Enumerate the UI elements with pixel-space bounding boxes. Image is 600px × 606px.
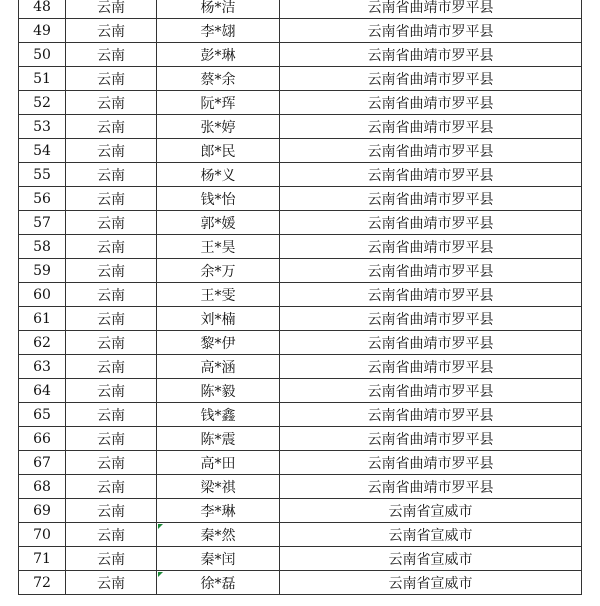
- cell-number: 57: [19, 211, 66, 235]
- table-row: [19, 475, 582, 499]
- table-row: [19, 259, 582, 283]
- cell-number: 62: [19, 331, 66, 355]
- table-body: [19, 0, 582, 595]
- cell-number: 69: [19, 499, 66, 523]
- cell-address: 云南省曲靖市罗平县: [280, 451, 582, 475]
- cell-name: 秦*然: [157, 523, 280, 547]
- cell-province: 云南: [66, 211, 157, 235]
- cell-name: 彭*琳: [157, 43, 280, 67]
- cell-name: 黎*伊: [157, 331, 280, 355]
- cell-name: 杨*洁: [157, 0, 280, 19]
- cell-province: 云南: [66, 67, 157, 91]
- cell-name: 高*田: [157, 451, 280, 475]
- cell-address: 云南省宣威市: [280, 571, 582, 595]
- table-row: [19, 331, 582, 355]
- cell-number: 59: [19, 259, 66, 283]
- cell-address: 云南省曲靖市罗平县: [280, 43, 582, 67]
- table-row: [19, 499, 582, 523]
- cell-province: 云南: [66, 235, 157, 259]
- cell-address: 云南省曲靖市罗平县: [280, 19, 582, 43]
- cell-name: 余*万: [157, 259, 280, 283]
- cell-address: 云南省曲靖市罗平县: [280, 475, 582, 499]
- table-row: [19, 163, 582, 187]
- table-row: [19, 547, 582, 571]
- cell-name: 陈*毅: [157, 379, 280, 403]
- cell-number: 61: [19, 307, 66, 331]
- cell-name: 徐*磊: [157, 571, 280, 595]
- cell-number: 67: [19, 451, 66, 475]
- table-row: [19, 427, 582, 451]
- cell-address: 云南省宣威市: [280, 499, 582, 523]
- cell-address: 云南省宣威市: [280, 523, 582, 547]
- cell-province: 云南: [66, 523, 157, 547]
- cell-number: 51: [19, 67, 66, 91]
- table-row: [19, 139, 582, 163]
- cell-name: 王*雯: [157, 283, 280, 307]
- registration-table: [18, 0, 582, 595]
- cell-number: 53: [19, 115, 66, 139]
- cell-address: 云南省曲靖市罗平县: [280, 355, 582, 379]
- cell-name: 高*涵: [157, 355, 280, 379]
- cell-name: 阮*珲: [157, 91, 280, 115]
- cell-number: 50: [19, 43, 66, 67]
- table-row: [19, 235, 582, 259]
- cell-number: 70: [19, 523, 66, 547]
- cell-name: 郎*民: [157, 139, 280, 163]
- cell-province: 云南: [66, 307, 157, 331]
- cell-address: 云南省曲靖市罗平县: [280, 403, 582, 427]
- cell-address: 云南省曲靖市罗平县: [280, 379, 582, 403]
- cell-province: 云南: [66, 259, 157, 283]
- cell-address: 云南省曲靖市罗平县: [280, 67, 582, 91]
- table-row: [19, 91, 582, 115]
- cell-province: 云南: [66, 115, 157, 139]
- cell-address: 云南省曲靖市罗平县: [280, 307, 582, 331]
- table-row: [19, 355, 582, 379]
- table-row: [19, 19, 582, 43]
- cell-address: 云南省曲靖市罗平县: [280, 187, 582, 211]
- cell-number: 60: [19, 283, 66, 307]
- cell-number: 52: [19, 91, 66, 115]
- cell-number: 64: [19, 379, 66, 403]
- table-row: [19, 43, 582, 67]
- cell-name: 李*翃: [157, 19, 280, 43]
- cell-province: 云南: [66, 427, 157, 451]
- cell-province: 云南: [66, 475, 157, 499]
- cell-address: 云南省曲靖市罗平县: [280, 0, 582, 19]
- cell-province: 云南: [66, 403, 157, 427]
- cell-name: 李*琳: [157, 499, 280, 523]
- table-row: [19, 211, 582, 235]
- cell-address: 云南省曲靖市罗平县: [280, 163, 582, 187]
- cell-name: 杨*义: [157, 163, 280, 187]
- cell-province: 云南: [66, 19, 157, 43]
- cell-number: 54: [19, 139, 66, 163]
- table-row: [19, 283, 582, 307]
- cell-province: 云南: [66, 355, 157, 379]
- cell-address: 云南省曲靖市罗平县: [280, 211, 582, 235]
- cell-comment-indicator: [158, 572, 163, 577]
- cell-province: 云南: [66, 91, 157, 115]
- cell-number: 58: [19, 235, 66, 259]
- cell-province: 云南: [66, 187, 157, 211]
- cell-province: 云南: [66, 571, 157, 595]
- cell-province: 云南: [66, 499, 157, 523]
- cell-province: 云南: [66, 283, 157, 307]
- table-row: [19, 451, 582, 475]
- cell-number: 72: [19, 571, 66, 595]
- cell-comment-indicator: [158, 524, 163, 529]
- cell-province: 云南: [66, 379, 157, 403]
- table-row: [19, 307, 582, 331]
- cell-number: 49: [19, 19, 66, 43]
- table-row: [19, 523, 582, 547]
- cell-name: 钱*鑫: [157, 403, 280, 427]
- cell-province: 云南: [66, 0, 157, 19]
- cell-province: 云南: [66, 43, 157, 67]
- cell-province: 云南: [66, 163, 157, 187]
- cell-address: 云南省曲靖市罗平县: [280, 91, 582, 115]
- cell-number: 48: [19, 0, 66, 19]
- cell-address: 云南省曲靖市罗平县: [280, 139, 582, 163]
- cell-province: 云南: [66, 451, 157, 475]
- cell-number: 65: [19, 403, 66, 427]
- table-row: [19, 379, 582, 403]
- table-row: [19, 403, 582, 427]
- cell-address: 云南省曲靖市罗平县: [280, 115, 582, 139]
- cell-address: 云南省曲靖市罗平县: [280, 331, 582, 355]
- cell-address: 云南省宣威市: [280, 547, 582, 571]
- cell-name: 陈*震: [157, 427, 280, 451]
- table-row: [19, 187, 582, 211]
- cell-number: 55: [19, 163, 66, 187]
- cell-name: 钱*怡: [157, 187, 280, 211]
- cell-number: 56: [19, 187, 66, 211]
- cell-number: 71: [19, 547, 66, 571]
- cell-number: 63: [19, 355, 66, 379]
- table-row: [19, 67, 582, 91]
- cell-address: 云南省曲靖市罗平县: [280, 427, 582, 451]
- cell-province: 云南: [66, 331, 157, 355]
- cell-name: 蔡*余: [157, 67, 280, 91]
- cell-province: 云南: [66, 547, 157, 571]
- cell-name: 梁*祺: [157, 475, 280, 499]
- table-row: [19, 571, 582, 595]
- table-row: [19, 0, 582, 19]
- cell-name: 张*婷: [157, 115, 280, 139]
- cell-number: 66: [19, 427, 66, 451]
- cell-address: 云南省曲靖市罗平县: [280, 235, 582, 259]
- cell-name: 王*昊: [157, 235, 280, 259]
- cell-number: 68: [19, 475, 66, 499]
- cell-name: 秦*闰: [157, 547, 280, 571]
- cell-name: 刘*楠: [157, 307, 280, 331]
- cell-province: 云南: [66, 139, 157, 163]
- cell-name: 郭*媛: [157, 211, 280, 235]
- table-row: [19, 115, 582, 139]
- cell-address: 云南省曲靖市罗平县: [280, 259, 582, 283]
- cell-address: 云南省曲靖市罗平县: [280, 283, 582, 307]
